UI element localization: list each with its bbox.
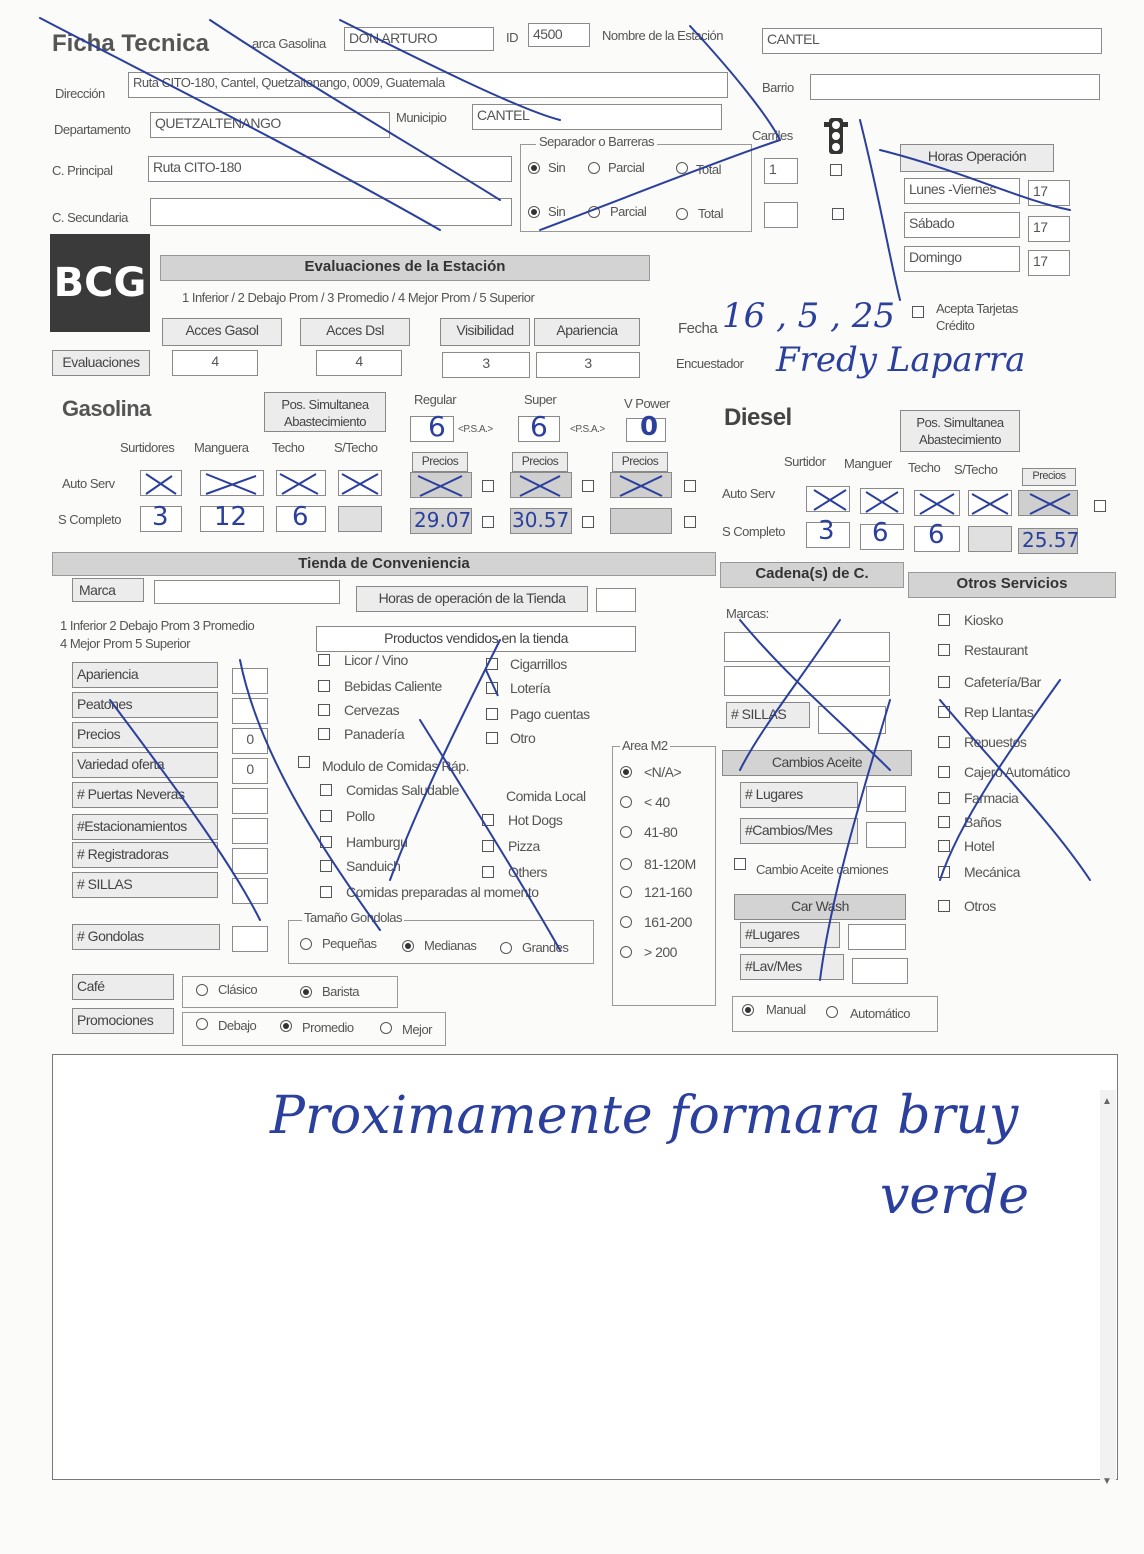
promo-mejor-label: Mejor xyxy=(402,1022,433,1037)
regular-label: Regular xyxy=(414,392,457,407)
producto-right-label-1: Lotería xyxy=(510,680,551,696)
sep1-parcial-radio[interactable] xyxy=(588,162,600,174)
dsl-sc-stecho-field[interactable] xyxy=(968,526,1012,552)
comida-right-checkbox-0[interactable] xyxy=(482,814,494,826)
traffic-light-icon xyxy=(822,116,850,156)
acces-gasol-field[interactable]: 4 xyxy=(172,350,258,376)
municipio-field[interactable]: CANTEL xyxy=(472,104,722,130)
psa-label-2: <P.S.A.> xyxy=(570,424,605,435)
sep1-total-radio[interactable] xyxy=(676,162,688,174)
sabado-field[interactable]: 17 xyxy=(1028,216,1070,242)
visibilidad-label: Visibilidad xyxy=(440,318,530,346)
producto-right-label-2: Pago cuentas xyxy=(510,706,590,722)
fecha-label: Fecha xyxy=(678,320,718,337)
dsl-precios-button[interactable]: Precios xyxy=(1022,468,1076,486)
gas-as-stecho[interactable] xyxy=(338,470,382,496)
gas-sc-techo-value: 6 xyxy=(292,502,309,532)
departamento-label: Departamento xyxy=(54,122,131,137)
promociones-label: Promociones xyxy=(72,1008,174,1034)
promo-promedio-label: Promedio xyxy=(302,1020,354,1035)
gas-scompleto-label: S Completo xyxy=(58,512,121,527)
comida-right-label-1: Pizza xyxy=(508,838,540,854)
gas-as-vpower-checkbox[interactable] xyxy=(684,480,696,492)
comida-left-label-0: Comidas Saludable xyxy=(346,782,459,798)
ca-cambios-mes-field[interactable] xyxy=(866,822,906,848)
dsl-as-checkbox[interactable] xyxy=(1094,500,1106,512)
otros-label-8: Hotel xyxy=(964,838,995,854)
domingo-field[interactable]: 17 xyxy=(1028,250,1070,276)
sep2-sin-radio[interactable] xyxy=(528,206,540,218)
evaluaciones-button[interactable]: Evaluaciones xyxy=(52,350,150,376)
gas-sc-precio-regular-value: 29.07 xyxy=(414,508,472,532)
promo-debajo-radio[interactable] xyxy=(196,1018,208,1030)
gas-col-surtidores: Surtidores xyxy=(120,440,175,455)
tamano-gondolas-label: Tamaño Gondolas xyxy=(304,910,403,925)
gasolina-title: Gasolina xyxy=(62,396,151,421)
carriles-field-2[interactable] xyxy=(764,202,798,228)
area-radio-6[interactable] xyxy=(620,946,632,958)
producto-right-label-3: Otro xyxy=(510,730,536,746)
gas-sc-regular-checkbox[interactable] xyxy=(482,516,494,528)
gas-col-stecho: S/Techo xyxy=(334,440,378,455)
tienda-header: Tienda de Conveniencia xyxy=(52,552,716,576)
cambio-aceite-camiones-label: Cambio Aceite camiones xyxy=(756,862,889,877)
super-label: Super xyxy=(524,392,557,407)
rating-label-2: Precios xyxy=(72,722,218,748)
car-wash-automatico-radio[interactable] xyxy=(826,1006,838,1018)
gas-as-precio-vpower[interactable] xyxy=(610,472,672,498)
area-radio-0[interactable] xyxy=(620,766,632,778)
rating-field-7[interactable] xyxy=(232,878,268,904)
ca-lugares-field[interactable] xyxy=(866,786,906,812)
nombre-estacion-label: Nombre de la Estación xyxy=(602,28,724,43)
gas-sc-precio-vpower-field[interactable] xyxy=(610,508,672,534)
area-m2-group xyxy=(612,746,716,1006)
otros-checkbox-1[interactable] xyxy=(938,644,950,656)
otros-checkbox-4[interactable] xyxy=(938,736,950,748)
rating-label-1: Peatones xyxy=(72,692,218,718)
vpower-psa-value: 0 xyxy=(640,412,659,442)
area-label-1: < 40 xyxy=(644,794,670,810)
area-label-2: 41-80 xyxy=(644,824,678,840)
dsl-as-manguer[interactable] xyxy=(860,488,904,514)
producto-left-checkbox-2[interactable] xyxy=(318,704,330,716)
scroll-up-icon[interactable]: ▲ xyxy=(1102,1096,1112,1107)
otros-checkbox-8[interactable] xyxy=(938,840,950,852)
cw-lugares-label: #Lugares xyxy=(740,922,840,948)
rating-label-3: Variedad oferta xyxy=(72,752,218,778)
otros-label-5: Cajero Automático xyxy=(964,764,1070,780)
gas-as-manguera[interactable] xyxy=(200,470,264,496)
semaforo-checkbox-2[interactable] xyxy=(832,208,844,220)
otros-checkbox-0[interactable] xyxy=(938,614,950,626)
sep1-parcial-label: Parcial xyxy=(608,160,645,175)
area-m2-label: Area M2 xyxy=(622,738,668,753)
producto-right-checkbox-3[interactable] xyxy=(486,732,498,744)
cafe-group xyxy=(182,976,398,1008)
dsl-col-techo: Techo xyxy=(908,460,941,475)
comida-left-label-4: Comidas preparadas al momento xyxy=(346,884,539,900)
dsl-sc-precio-value: 25.57 xyxy=(1022,528,1080,552)
diesel-pos-simultanea-button[interactable]: Pos. Simultanea Abastecimiento xyxy=(900,410,1020,452)
comida-right-label-0: Hot Dogs xyxy=(508,812,563,828)
promo-mejor-radio[interactable] xyxy=(380,1022,392,1034)
comida-left-label-1: Pollo xyxy=(346,808,375,824)
gondola-grandes-radio[interactable] xyxy=(500,942,512,954)
dsl-scompleto-label: S Completo xyxy=(722,524,785,539)
cafe-clasico-label: Clásico xyxy=(218,982,258,997)
gas-col-manguera: Manguera xyxy=(194,440,249,455)
cafe-clasico-radio[interactable] xyxy=(196,984,208,996)
cw-lav-mes-label: #Lav/Mes xyxy=(740,954,844,980)
marcas-label: Marcas: xyxy=(726,606,769,621)
promo-promedio-radio[interactable] xyxy=(280,1020,292,1032)
comida-right-checkbox-2[interactable] xyxy=(482,866,494,878)
gondolas-field[interactable] xyxy=(232,926,268,952)
barrio-field[interactable] xyxy=(810,74,1100,100)
producto-right-checkbox-1[interactable] xyxy=(486,682,498,694)
cadena-header: Cadena(s) de C. xyxy=(720,562,904,588)
dsl-as-stecho[interactable] xyxy=(968,490,1012,516)
comida-right-checkbox-1[interactable] xyxy=(482,840,494,852)
marca-gasolina-field[interactable]: DON ARTURO xyxy=(344,27,494,51)
otros-label-6: Farmacia xyxy=(964,790,1019,806)
gas-precios-super-button[interactable]: Precios xyxy=(512,452,568,472)
gas-sc-surtidores-value: 3 xyxy=(152,502,169,532)
cafe-label: Café xyxy=(72,974,174,1000)
gas-as-regular-checkbox[interactable] xyxy=(482,480,494,492)
dsl-as-techo[interactable] xyxy=(914,490,960,516)
id-label: ID xyxy=(506,30,518,45)
lunes-viernes-label: Lunes -Viernes xyxy=(904,178,1020,204)
otros-checkbox-6[interactable] xyxy=(938,792,950,804)
dsl-sc-surtidor-value: 3 xyxy=(818,516,835,546)
semaforo-checkbox-1[interactable] xyxy=(830,164,842,176)
gas-sc-super-checkbox[interactable] xyxy=(582,516,594,528)
comida-left-label-3: Sanduich xyxy=(346,858,401,874)
producto-left-checkbox-3[interactable] xyxy=(318,728,330,740)
acces-dsl-label: Acces Dsl xyxy=(300,318,410,346)
municipio-label: Municipio xyxy=(396,110,447,125)
barrio-label: Barrio xyxy=(762,80,794,95)
otros-checkbox-10[interactable] xyxy=(938,900,950,912)
area-radio-2[interactable] xyxy=(620,826,632,838)
otros-checkbox-9[interactable] xyxy=(938,866,950,878)
comida-right-label-2: Others xyxy=(508,864,548,880)
marca-gasolina-label: arca Gasolina xyxy=(252,36,326,51)
productos-header: Productos vendidos en la tienda xyxy=(316,626,636,652)
encuestador-label: Encuestador xyxy=(676,356,744,371)
cprincipal-label: C. Principal xyxy=(52,163,113,178)
rating-label-4: # Puertas Neveras xyxy=(72,782,218,808)
nombre-estacion-field[interactable]: CANTEL xyxy=(762,28,1102,54)
direccion-field[interactable]: Ruta CITO-180, Cantel, Quetzaltenango, 0009, Guatemala xyxy=(128,72,728,98)
gas-pos-simultanea-button[interactable]: Pos. Simultanea Abastecimiento xyxy=(264,392,386,432)
dsl-as-surtidor[interactable] xyxy=(806,486,850,512)
area-radio-5[interactable] xyxy=(620,916,632,928)
id-field[interactable]: 4500 xyxy=(528,23,590,47)
area-radio-1[interactable] xyxy=(620,796,632,808)
ca-cambios-mes-label: #Cambios/Mes xyxy=(740,818,858,844)
cadena-marca-field-1[interactable] xyxy=(724,632,890,662)
rating-field-3[interactable]: 0 xyxy=(232,758,268,784)
tienda-scale-1: 1 Inferior 2 Debajo Prom 3 Promedio xyxy=(60,618,255,633)
producto-right-checkbox-2[interactable] xyxy=(486,708,498,720)
rating-label-0: Apariencia xyxy=(72,662,218,688)
apariencia-field[interactable]: 3 xyxy=(536,352,640,378)
gondola-grandes-label: Grandes xyxy=(522,940,569,955)
gondola-medianas-radio[interactable] xyxy=(402,940,414,952)
area-label-4: 121-160 xyxy=(644,884,692,900)
producto-left-label-3: Panadería xyxy=(344,726,405,742)
cadena-sillas-field[interactable] xyxy=(818,706,886,734)
acces-gasol-label: Acces Gasol xyxy=(162,318,282,346)
acces-dsl-field[interactable]: 4 xyxy=(316,350,402,376)
cambios-aceite-button[interactable]: Cambios Aceite xyxy=(722,750,912,776)
vpower-label: V Power xyxy=(624,396,670,411)
gas-sc-vpower-checkbox[interactable] xyxy=(684,516,696,528)
direccion-label: Dirección xyxy=(55,86,105,101)
notes-line-1: Proximamente formara bruy xyxy=(270,1086,1019,1146)
otros-label-3: Rep Llantas xyxy=(964,704,1034,720)
notes-scrollbar[interactable] xyxy=(1100,1090,1116,1480)
sabado-label: Sábado xyxy=(904,212,1020,238)
gas-col-techo: Techo xyxy=(272,440,305,455)
comida-left-checkbox-1[interactable] xyxy=(320,810,332,822)
cw-lav-mes-field[interactable] xyxy=(852,958,908,984)
gondola-pequenas-label: Pequeñas xyxy=(322,936,377,951)
comida-left-label-2: Hamburgu xyxy=(346,834,408,850)
otros-label-7: Baños xyxy=(964,814,1002,830)
diesel-title: Diesel xyxy=(724,404,792,431)
evaluaciones-header: Evaluaciones de la Estación xyxy=(160,255,650,281)
car-wash-button[interactable]: Car Wash xyxy=(734,894,906,920)
sep2-sin-label: Sin xyxy=(548,204,566,219)
rating-label-7: # SILLAS xyxy=(72,872,218,898)
acepta-tarjetas-checkbox[interactable] xyxy=(912,306,924,318)
gas-autoserv-label: Auto Serv xyxy=(62,476,115,491)
otros-checkbox-7[interactable] xyxy=(938,816,950,828)
area-label-3: 81-120M xyxy=(644,856,696,872)
gas-precios-regular-button[interactable]: Precios xyxy=(412,452,468,472)
gas-as-precio-super[interactable] xyxy=(510,472,572,498)
sep2-parcial-label: Parcial xyxy=(610,204,647,219)
comida-local-label: Comida Local xyxy=(506,788,586,804)
dsl-col-manguer: Manguer xyxy=(844,456,892,471)
sep2-total-radio[interactable] xyxy=(676,208,688,220)
rating-field-6[interactable] xyxy=(232,848,268,874)
page-title: Ficha Tecnica xyxy=(52,30,209,57)
csecundaria-field[interactable] xyxy=(150,198,512,226)
otros-checkbox-3[interactable] xyxy=(938,706,950,718)
gas-precios-vpower-button[interactable]: Precios xyxy=(612,452,668,472)
producto-left-label-1: Bebidas Caliente xyxy=(344,678,442,694)
horas-operacion-button[interactable]: Horas Operación xyxy=(900,144,1054,172)
carriles-label: Carriles xyxy=(752,128,793,143)
marca-tienda-label: Marca xyxy=(72,578,144,602)
lunes-viernes-field[interactable]: 17 xyxy=(1028,180,1070,206)
car-wash-manual-radio[interactable] xyxy=(742,1004,754,1016)
cafe-barista-radio[interactable] xyxy=(300,986,312,998)
super-psa-value: 6 xyxy=(530,410,548,443)
cadena-marca-field-2[interactable] xyxy=(724,666,890,696)
producto-left-label-2: Cervezas xyxy=(344,702,400,718)
area-label-5: 161-200 xyxy=(644,914,692,930)
gas-as-super-checkbox[interactable] xyxy=(582,480,594,492)
gas-sc-precio-super-value: 30.57 xyxy=(512,508,570,532)
rating-label-5: #Estacionamientos xyxy=(72,814,218,840)
cambio-aceite-camiones-checkbox[interactable] xyxy=(734,858,746,870)
horas-tienda-label: Horas de operación de la Tienda xyxy=(356,586,588,612)
rating-label-6: # Registradoras xyxy=(72,842,218,868)
modulo-comidas-checkbox[interactable] xyxy=(298,756,310,768)
area-radio-3[interactable] xyxy=(620,858,632,870)
otros-label-1: Restaurant xyxy=(964,642,1028,658)
car-wash-automatico-label: Automático xyxy=(850,1006,911,1021)
comida-left-checkbox-0[interactable] xyxy=(320,784,332,796)
dsl-autoserv-label: Auto Serv xyxy=(722,486,775,501)
gas-as-surtidores[interactable] xyxy=(140,470,182,496)
gondola-pequenas-radio[interactable] xyxy=(300,938,312,950)
ca-lugares-label: # Lugares xyxy=(740,782,858,808)
area-label-0: <N/A> xyxy=(644,764,682,780)
gas-as-precio-regular[interactable] xyxy=(410,472,472,498)
sep1-sin-radio[interactable] xyxy=(528,162,540,174)
sep1-total-label: Total xyxy=(696,162,721,177)
otros-label-10: Otros xyxy=(964,898,996,914)
notes-line-2: verde xyxy=(880,1166,1030,1226)
psa-label-1: <P.S.A.> xyxy=(458,424,493,435)
otros-label-2: Cafetería/Bar xyxy=(964,674,1041,690)
cprincipal-field[interactable]: Ruta CITO-180 xyxy=(148,156,512,182)
sep1-sin-label: Sin xyxy=(548,160,566,175)
rating-field-2[interactable]: 0 xyxy=(232,728,268,754)
gondolas-label: # Gondolas xyxy=(72,924,220,950)
gas-sc-manguera-value: 12 xyxy=(214,502,248,532)
comida-left-checkbox-3[interactable] xyxy=(320,860,332,872)
dsl-sc-techo-value: 6 xyxy=(928,520,945,550)
otros-checkbox-2[interactable] xyxy=(938,676,950,688)
csecundaria-label: C. Secundaria xyxy=(52,210,128,225)
comida-left-checkbox-4[interactable] xyxy=(320,886,332,898)
otros-checkbox-5[interactable] xyxy=(938,766,950,778)
comida-left-checkbox-2[interactable] xyxy=(320,836,332,848)
area-radio-4[interactable] xyxy=(620,886,632,898)
sep2-total-label: Total xyxy=(698,206,723,221)
producto-left-checkbox-0[interactable] xyxy=(318,654,330,666)
regular-psa-value: 6 xyxy=(428,410,446,443)
producto-left-label-0: Licor / Vino xyxy=(344,652,408,668)
producto-right-checkbox-0[interactable] xyxy=(486,658,498,670)
departamento-field[interactable]: QUETZALTENANGO xyxy=(150,112,390,138)
rating-field-5[interactable] xyxy=(232,818,268,844)
acepta-tarjetas-label: Acepta Tarjetas Crédito xyxy=(936,301,1018,333)
gondola-medianas-label: Medianas xyxy=(424,938,477,953)
promo-debajo-label: Debajo xyxy=(218,1018,257,1033)
car-wash-manual-label: Manual xyxy=(766,1002,806,1017)
scroll-down-icon[interactable]: ▼ xyxy=(1102,1476,1112,1487)
dsl-sc-manguer-value: 6 xyxy=(872,518,889,548)
producto-left-checkbox-1[interactable] xyxy=(318,680,330,692)
sep2-parcial-radio[interactable] xyxy=(588,206,600,218)
bcg-logo: BCG xyxy=(50,234,150,332)
dsl-col-stecho: S/Techo xyxy=(954,462,998,477)
carriles-field-1[interactable]: 1 xyxy=(764,158,798,184)
cafe-barista-label: Barista xyxy=(322,984,359,999)
area-label-6: > 200 xyxy=(644,944,677,960)
otros-servicios-header: Otros Servicios xyxy=(908,572,1116,598)
separador-label: Separador o Barreras xyxy=(536,134,657,149)
modulo-comidas-label: Modulo de Comidas Ráp. xyxy=(322,758,469,774)
otros-label-4: Repuestos xyxy=(964,734,1027,750)
rating-field-1[interactable] xyxy=(232,698,268,724)
visibilidad-field[interactable]: 3 xyxy=(442,352,530,378)
cadena-sillas-label: # SILLAS xyxy=(726,702,810,728)
dsl-as-precio[interactable] xyxy=(1018,490,1078,516)
producto-right-label-0: Cigarrillos xyxy=(510,656,567,672)
otros-label-0: Kiosko xyxy=(964,612,1004,628)
evaluaciones-scale: 1 Inferior / 2 Debajo Prom / 3 Promedio / 4 Mejor Prom / 5 Superior xyxy=(182,290,535,305)
otros-label-9: Mecánica xyxy=(964,864,1020,880)
gas-sc-stecho-field[interactable] xyxy=(338,506,382,532)
domingo-label: Domingo xyxy=(904,246,1020,272)
rating-field-0[interactable] xyxy=(232,668,268,694)
cw-lugares-field[interactable] xyxy=(848,924,906,950)
dsl-col-surtidor: Surtidor xyxy=(784,454,826,469)
horas-tienda-field[interactable] xyxy=(596,588,636,612)
encuestador-value[interactable]: Fredy Laparra xyxy=(776,340,1026,380)
gas-as-techo[interactable] xyxy=(276,470,326,496)
rating-field-4[interactable] xyxy=(232,788,268,814)
marca-tienda-field[interactable] xyxy=(154,580,340,604)
fecha-value[interactable]: 16 , 5 , 25 xyxy=(722,296,896,336)
apariencia-label: Apariencia xyxy=(534,318,640,346)
tienda-scale-2: 4 Mejor Prom 5 Superior xyxy=(60,636,191,651)
